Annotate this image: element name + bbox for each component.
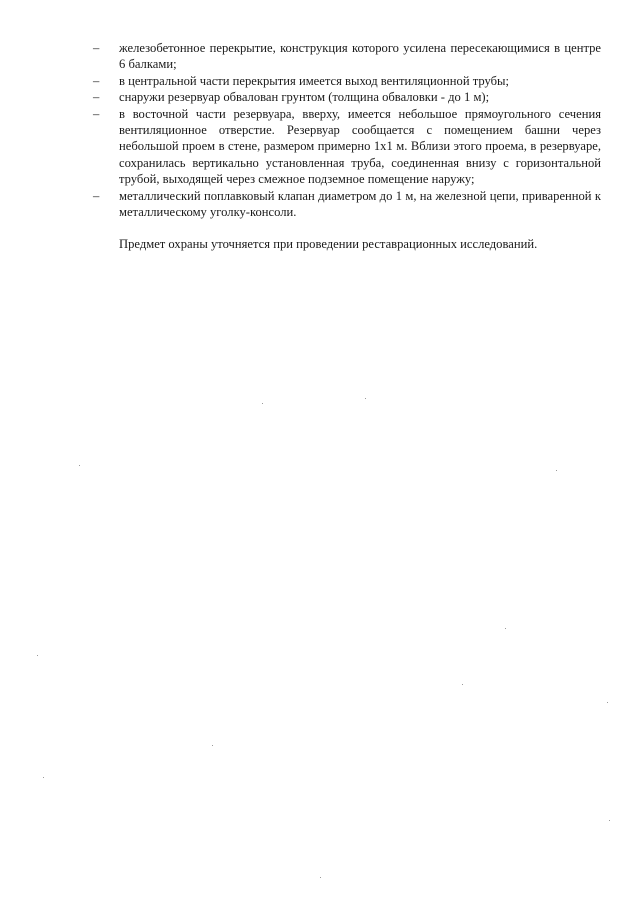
list-item: [93, 40, 601, 73]
scan-speck: [607, 702, 608, 703]
scan-speck: [212, 745, 213, 746]
document-body: [93, 40, 601, 265]
scan-speck: [556, 470, 557, 471]
list-marker: –: [93, 90, 100, 105]
scan-speck: [37, 655, 38, 656]
scan-speck: [262, 403, 263, 404]
scan-speck: [365, 398, 366, 399]
list-item: [93, 188, 601, 221]
scan-speck: [462, 684, 463, 685]
list-item-text: в восточной части резервуара, вверху, имеется небольшое прямоугольного сечения вентиляционное отверстие. Резервуар сообщается с помещением башни через небольшой проем в стене, размером примерно 1х1 м. Вблизи этого проема, в резервуаре, сохранилась вертикально установленная труба, соединенная внизу с горизонтальной трубой, выходящей через смежное подземное помещение наружу;: [119, 106, 601, 187]
list-marker: –: [93, 188, 100, 203]
scan-speck: [609, 820, 610, 821]
list-item-text: снаружи резервуар обвалован грунтом (толщина обваловки - до 1 м);: [119, 90, 490, 105]
list-item-text: металлический поплавковый клапан диаметром до 1 м, на железной цепи, приваренной к металлическому уголку-консоли.: [119, 188, 601, 220]
list-marker: –: [93, 73, 100, 88]
protection-items-list: [93, 40, 601, 220]
scan-speck: [505, 628, 506, 629]
closing-note: Предмет охраны уточняется при проведении реставрационных исследований.: [119, 237, 538, 252]
list-item: [93, 89, 601, 105]
scan-speck: [79, 465, 80, 466]
scan-speck: [320, 877, 321, 878]
list-marker: –: [93, 106, 100, 121]
list-item-text: железобетонное перекрытие, конструкция которого усилена пересекающимися в центре 6 балками;: [119, 41, 601, 72]
scan-speck: [43, 777, 44, 778]
list-item: [93, 106, 601, 188]
list-item-text: в центральной части перекрытия имеется выход вентиляционной трубы;: [119, 73, 509, 88]
list-marker: –: [93, 41, 100, 55]
list-item: [93, 73, 601, 89]
